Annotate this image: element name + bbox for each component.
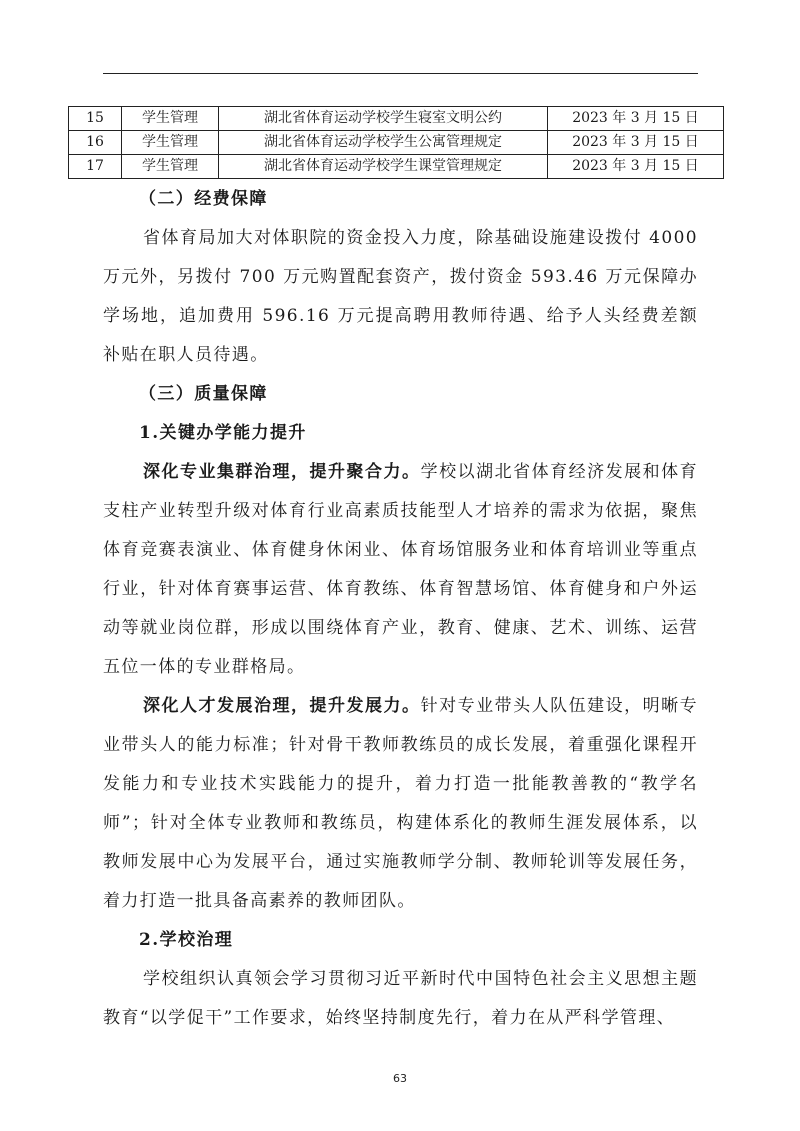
row-date: 2023 年 3 月 15 日 xyxy=(548,155,724,179)
quality-heading: （三）质量保障 xyxy=(139,384,268,404)
funding-paragraph: 省体育局加大对体职院的资金投入力度，除基础设施建设拨付 4000 万元外，另拨付 700 万元购置配套资产，拨付资金 593.46 万元保障办学场地，追加费用 596.16 万元提高聘用教师待遇、给予人头经费差额补贴在职人员待遇。 xyxy=(103,228,698,365)
page-number: 63 xyxy=(393,1072,407,1085)
row-date: 2023 年 3 月 15 日 xyxy=(548,131,724,155)
row-category: 学生管理 xyxy=(122,107,219,131)
row-number: 17 xyxy=(69,155,122,179)
row-number: 15 xyxy=(69,107,122,131)
specialty-cluster-lead: 深化专业集群治理，提升聚合力。 xyxy=(143,462,421,482)
row-title: 湖北省体育运动学校学生公寓管理规定 xyxy=(219,131,548,155)
table-row xyxy=(69,131,724,155)
specialty-cluster-paragraph xyxy=(103,453,698,687)
row-title: 湖北省体育运动学校学生课堂管理规定 xyxy=(219,155,548,179)
funding-heading: （二）经费保障 xyxy=(139,189,268,209)
regulation-table xyxy=(68,106,724,179)
row-category: 学生管理 xyxy=(122,155,219,179)
talent-development-text: 针对专业带头人队伍建设，明晰专业带头人的能力标准；针对骨干教师教练员的成长发展，着重强化课程开发能力和专业技术实践能力的提升，着力打造一批能教善教的“教学名师”；针对全体专业教师和教练员，构建体系化的教师生涯发展体系，以教师发展中心为发展平台，通过实施教师学分制、教师轮训等发展任务，着力打造一批具备高素养的教师团队。 xyxy=(103,696,699,911)
row-number: 16 xyxy=(69,131,122,155)
table-row xyxy=(69,107,724,131)
talent-development-paragraph xyxy=(103,687,698,921)
subheading-key-capability: 1.关键办学能力提升 xyxy=(139,423,307,443)
specialty-cluster-text: 学校以湖北省体育经济发展和体育支柱产业转型升级对体育行业高素质技能型人才培养的需求为依据，聚焦体育竞赛表演业、体育健身休闲业、体育场馆服务业和体育培训业等重点行业，针对体育赛事运营、体育教练、体育智慧场馆、体育健身和户外运动等就业岗位群，形成以围绕体育产业，教育、健康、艺术、训练、运营五位一体的专业群格局。 xyxy=(103,462,699,677)
school-governance-paragraph: 学校组织认真领会学习贯彻习近平新时代中国特色社会主义思想主题教育“以学促干”工作要求，始终坚持制度先行，着力在从严科学管理、 xyxy=(103,969,698,1028)
header-rule xyxy=(103,73,698,74)
subheading-school-governance: 2.学校治理 xyxy=(139,930,234,950)
row-title: 湖北省体育运动学校学生寝室文明公约 xyxy=(219,107,548,131)
table-row xyxy=(69,155,724,179)
row-date: 2023 年 3 月 15 日 xyxy=(548,107,724,131)
talent-development-lead: 深化人才发展治理，提升发展力。 xyxy=(143,696,421,716)
document-body xyxy=(103,180,698,1038)
row-category: 学生管理 xyxy=(122,131,219,155)
